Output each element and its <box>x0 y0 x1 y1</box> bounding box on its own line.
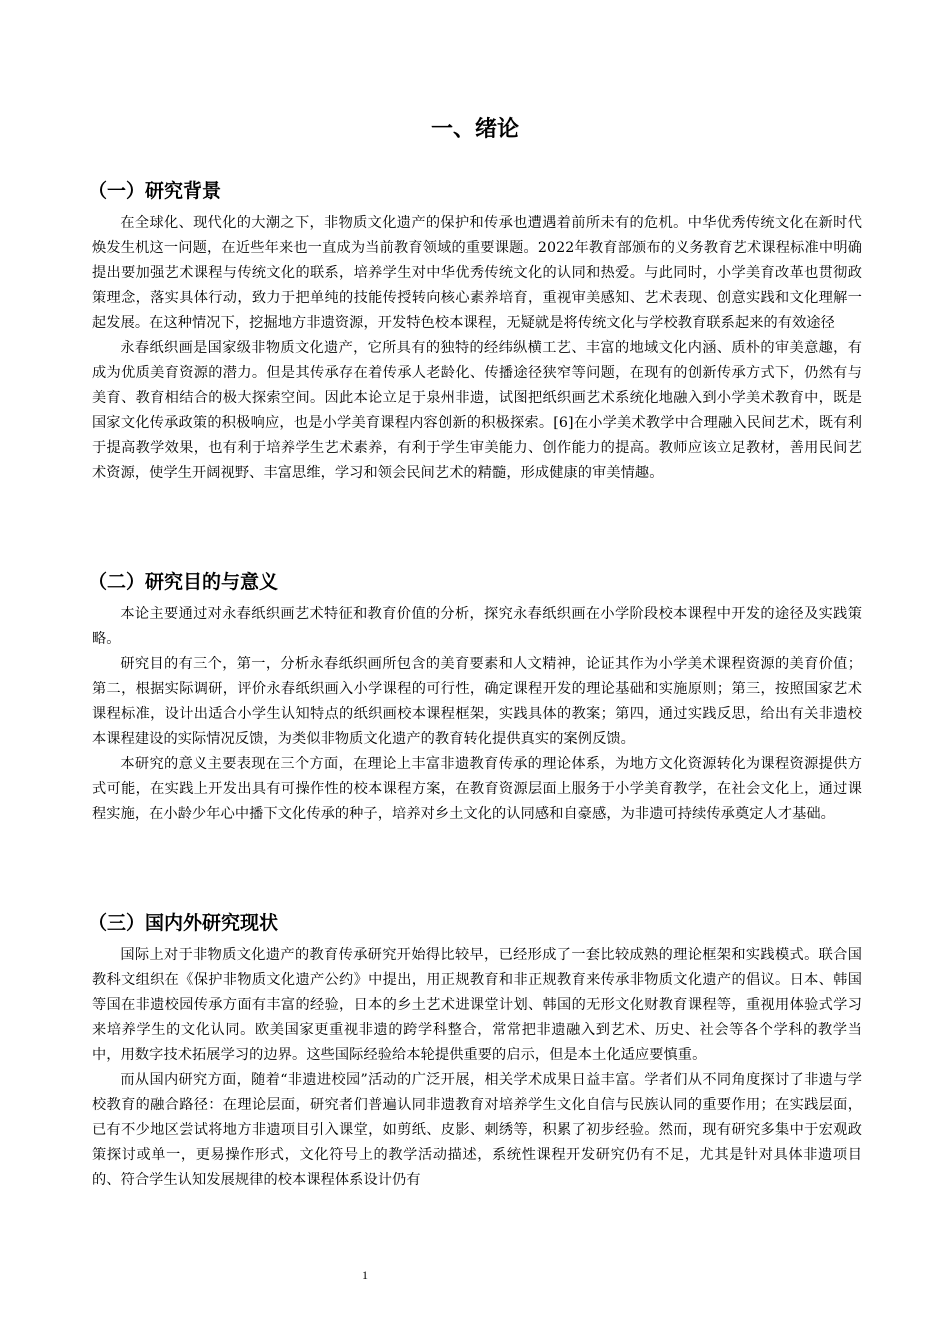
page-number: 1 <box>362 1268 368 1282</box>
paragraph: 而从国内研究方面，随着“非遗进校园”活动的广泛开展，相关学术成果日益丰富。学者们从不同角度探讨了非遗与学校教育的融合路径：在理论层面，研究者们普遍认同非遗教育对培养学生文化自信与民族认同的重要作用；在实践层面，已有不少地区尝试将地方非遗项目引入课堂，如剪纸、皮影、刺绣等，积累了初步经验。然而，现有研究多集中于宏观政策探讨或单一，更易操作形式，文化符号上的教学活动描述，系统性课程开发研究仍有不足，尤其是针对具体非遗项目的、符合学生认知发展规律的校本课程体系设计仍有 <box>92 1072 862 1188</box>
paragraph: 永春纸织画是国家级非物质文化遗产，它所具有的独特的经纬纵横工艺、丰富的地域文化内涵、质朴的审美意趣，有成为优质美育资源的潜力。但是其传承存在着传承人老龄化、传播途径狭窄等问题，在现有的创新传承方式下，仍然有与美育、教育相结合的极大探索空间。因此本论立足于泉州非遗，试图把纸织画艺术系统化地融入到小学美术教育中，既是国家文化传承政策的积极响应，也是小学美育课程内容创新的积极探索。[6]在小学美术教学中合理融入民间艺术，既有利于提高教学效果，也有利于培养学生艺术素养，有利于学生审美能力、创作能力的提高。教师应该立足教材，善用民间艺术资源，使学生开阔视野、丰富思维，学习和领会民间艺术的精髓，形成健康的审美情趣。 <box>92 340 862 481</box>
chapter-title: 一、绪论 <box>430 117 519 142</box>
section-heading: （三）国内外研究现状 <box>88 912 279 934</box>
paragraph: 国际上对于非物质文化遗产的教育传承研究开始得比较早，已经形成了一套比较成熟的理论框架和实践模式。联合国教科文组织在《保护非物质文化遗产公约》中提出，用正规教育和非正规教育来传承非物质文化遗产的倡议。日本、韩国等国在非遗校园传承方面有丰富的经验，日本的乡土艺术进课堂计划、韩国的无形文化财教育课程等，重视用体验式学习来培养学生的文化认同。欧美国家更重视非遗的跨学科整合，常常把非遗融入到艺术、历史、社会等各个学科的教学当中，用数字技术拓展学习的边界。这些国际经验给本轮提供重要的启示，但是本土化适应要慎重。 <box>92 947 862 1063</box>
section-heading: （一）研究背景 <box>88 180 222 202</box>
section-research-background <box>88 176 862 486</box>
paragraph: 本研究的意义主要表现在三个方面，在理论上丰富非遗教育传承的理论体系，为地方文化资源转化为课程资源提供方式可能，在实践上开发出具有可操作性的校本课程方案，在教育资源层面上服务于小学美育教学，在社会文化上，通过课程实施，在小龄少年心中播下文化传承的种子，培养对乡土文化的认同感和自豪感，为非遗可持续传承奠定人才基础。 <box>92 756 862 822</box>
paragraph: 本论主要通过对永春纸织画艺术特征和教育价值的分析，探究永春纸织画在小学阶段校本课程中开发的途径及实践策略。 <box>92 606 862 647</box>
section-research-status <box>88 908 862 1193</box>
paragraph: 研究目的有三个，第一，分析永春纸织画所包含的美育要素和人文精神，论证其作为小学美术课程资源的美育价值；第二，根据实际调研，评价永春纸织画入小学课程的可行性，确定课程开发的理论基础和实施原则；第三，按照国家艺术课程标准，设计出适合小学生认知特点的纸织画校本课程框架，实践具体的教案；第四，通过实践反思，给出有关非遗校本课程建设的实际情况反馈，为类似非物质文化遗产的教育转化提供真实的案例反馈。 <box>92 656 862 747</box>
paragraph: 在全球化、现代化的大潮之下，非物质文化遗产的保护和传承也遭遇着前所未有的危机。中华优秀传统文化在新时代焕发生机这一问题，在近些年来也一直成为当前教育领域的重要课题。2022年教育部颁布的义务教育艺术课程标准中明确提出要加强艺术课程与传统文化的联系，培养学生对中华优秀传统文化的认同和热爱。与此同时，小学美育改革也贯彻政策理念，落实具体行动，致力于把单纯的技能传授转向核心素养培育，重视审美感知、艺术表现、创意实践和文化理解一起发展。在这种情况下，挖掘地方非遗资源，开发特色校本课程，无疑就是将传统文化与学校教育联系起来的有效途径 <box>92 215 862 331</box>
section-research-purpose <box>88 567 862 827</box>
section-heading: （二）研究目的与意义 <box>88 571 279 593</box>
